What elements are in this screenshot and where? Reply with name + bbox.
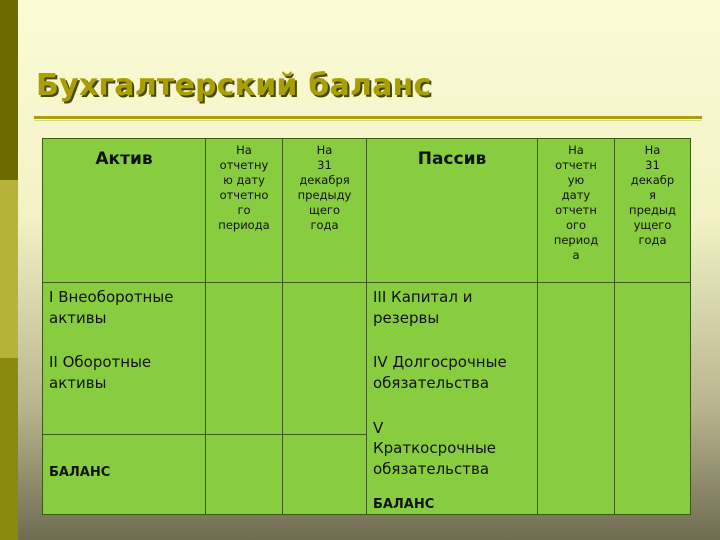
section-capital-reserves: III Капитал и резервы xyxy=(373,288,473,327)
decor-stripe-light-mid xyxy=(0,180,18,358)
aktiv-total-cell xyxy=(43,434,206,514)
passiv-current-value-cell xyxy=(538,283,615,515)
passiv-total-label: БАЛАНС xyxy=(373,496,435,512)
header-aktiv-current-period: На отчетну ю дату отчетно го периода xyxy=(206,139,283,283)
page-title: Бухгалтерский баланс xyxy=(36,68,432,103)
title-underline-highlight xyxy=(34,120,702,121)
table-row xyxy=(43,283,691,435)
aktiv-total-label: БАЛАНС xyxy=(49,464,111,480)
section-noncurrent-assets: I Внеоборотные активы xyxy=(49,288,174,327)
passiv-sections-cell xyxy=(367,283,538,515)
section-long-term-liabilities: IV Долгосрочные обязательства xyxy=(373,353,507,393)
decor-stripe-dark-bottom xyxy=(0,358,18,540)
header-passiv: Пассив xyxy=(367,139,538,283)
title-underline xyxy=(34,116,702,119)
aktiv-total-current-cell xyxy=(206,434,283,514)
header-aktiv-previous-year: На 31 декабря предыду щего года xyxy=(283,139,367,283)
balance-table xyxy=(42,138,691,515)
table-header-row xyxy=(43,139,691,283)
aktiv-sections-cell xyxy=(43,283,206,435)
header-passiv-current-period: На отчетн ую дату отчетн ого период а xyxy=(538,139,615,283)
aktiv-previous-value-cell xyxy=(283,283,367,435)
section-current-assets: II Оборотные активы xyxy=(49,353,152,393)
header-passiv-previous-year: На 31 декабр я предыд ущего года xyxy=(615,139,691,283)
aktiv-current-value-cell xyxy=(206,283,283,435)
decor-stripe-dark-top xyxy=(0,0,18,180)
header-aktiv: Актив xyxy=(43,139,206,283)
passiv-previous-value-cell xyxy=(615,283,691,515)
section-short-term-liabilities: V Краткосрочные обязательства xyxy=(373,418,497,479)
aktiv-total-previous-cell xyxy=(283,434,367,514)
